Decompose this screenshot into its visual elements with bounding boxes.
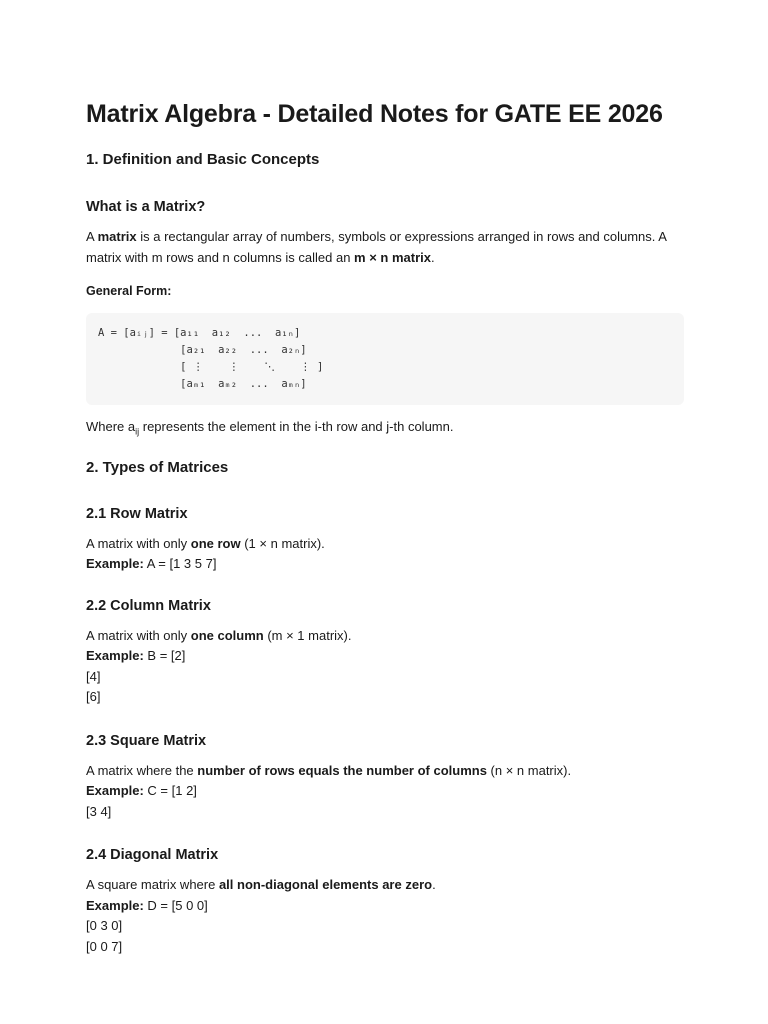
element-explanation: Where $a_{ij}$ represents the element in the i-th row and j-th column. <box>86 419 454 437</box>
code-line: [aₘ₁ aₘ₂ ... aₘₙ] <box>98 378 307 390</box>
square-matrix-example-row: [3 4] <box>86 803 112 819</box>
column-matrix-example-row: [4] <box>86 668 101 684</box>
section-1-heading: 1. Definition and Basic Concepts <box>86 151 320 168</box>
what-is-matrix-heading: What is a Matrix? <box>86 199 206 215</box>
row-matrix-heading: 2.1 Row Matrix <box>86 505 188 522</box>
diagonal-matrix-description: A square matrix where all non-diagonal elements are zero. <box>86 877 436 892</box>
code-line: A = [aᵢⱼ] = [a₁₁ a₁₂ ... a₁ₙ] <box>98 327 301 339</box>
code-line: [a₂₁ a₂₂ ... a₂ₙ] <box>98 344 307 356</box>
general-form-label: General Form: <box>86 284 172 298</box>
matrix-definition: A matrix is a rectangular array of numbers, symbols or expressions arranged in rows and columns. A matrix with m rows and n columns is called an m × n matrix. <box>86 229 667 265</box>
row-matrix-example: Example: A = [1 3 5 7] <box>86 556 217 571</box>
column-matrix-example-row: [6] <box>86 689 101 704</box>
general-form-code-block <box>86 313 684 405</box>
diagonal-matrix-example-row: [0 3 0] <box>86 918 123 933</box>
diagonal-matrix-example-row: [0 0 7] <box>86 938 123 954</box>
square-matrix-example: Example: C = [1 2] <box>86 783 197 798</box>
code-line: [ ⋮ ⋮ ⋱ ⋮ ] <box>98 361 324 373</box>
diagonal-matrix-example: Example: D = [5 0 0] <box>86 897 208 913</box>
document-body <box>86 96 684 957</box>
column-matrix-description: A matrix with only one column (m × 1 matrix). <box>86 627 352 643</box>
diagonal-matrix-heading: 2.4 Diagonal Matrix <box>86 847 219 863</box>
page-title: Matrix Algebra - Detailed Notes for GATE EE 2026 <box>86 100 663 128</box>
square-matrix-description: A matrix where the number of rows equals the number of columns (n × n matrix). <box>86 762 572 778</box>
column-matrix-heading: 2.2 Column Matrix <box>86 597 211 614</box>
row-matrix-description: A matrix with only one row (1 × n matrix). <box>86 535 325 551</box>
section-2-heading: 2. Types of Matrices <box>86 458 229 476</box>
column-matrix-example: Example: B = [2] <box>86 648 186 663</box>
square-matrix-heading: 2.3 Square Matrix <box>86 732 207 749</box>
